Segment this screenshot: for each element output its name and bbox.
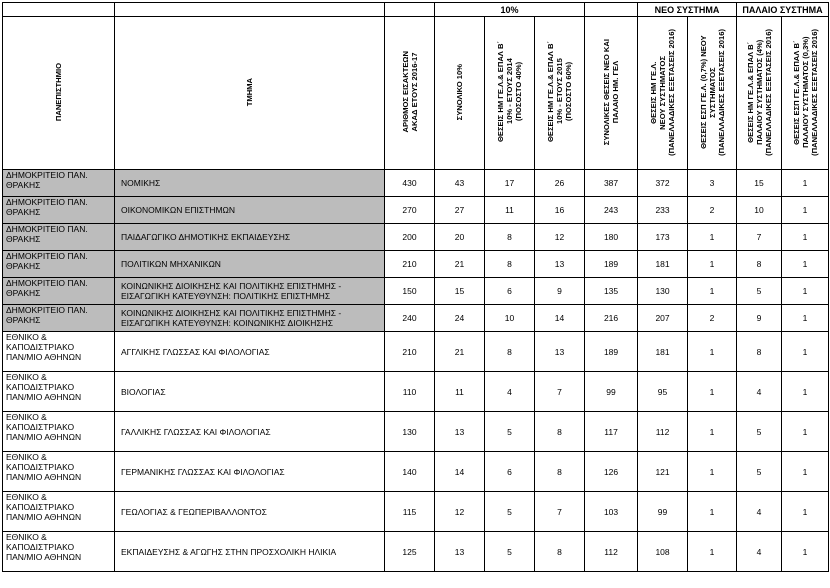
old-hm-cell: 9 bbox=[737, 305, 782, 332]
seats-2014-cell: 4 bbox=[485, 372, 535, 412]
new-esp-cell: 2 bbox=[688, 197, 737, 224]
department-cell: ΕΚΠΑΙΔΕΥΣΗΣ & ΑΓΩΓΗΣ ΣΤΗΝ ΠΡΟΣΧΟΛΙΚΗ ΗΛΙΚΙΑ bbox=[115, 532, 385, 572]
old-hm-cell: 8 bbox=[737, 332, 782, 372]
new-hm-cell: 181 bbox=[638, 332, 688, 372]
university-cell: ΔΗΜΟΚΡΙΤΕΙΟ ΠΑΝ. ΘΡΑΚΗΣ bbox=[3, 170, 115, 197]
group-cell-empty bbox=[3, 3, 115, 17]
column-header-label: ΘΕΣΕΙΣ ΕΣΠ ΓΕ.Λ.& ΕΠΑΛ Β΄ ΠΑΛΑΙΟΥ ΣΥΣΤΗΜΑΤΟΣ (0,3%) (ΠΑΝΕΛΛΑΔΙΚΕΣ ΕΞΕΤΑΣΕΙΣ 2016) bbox=[791, 28, 819, 156]
new-hm-cell: 99 bbox=[638, 492, 688, 532]
table-row bbox=[3, 412, 829, 452]
new-hm-cell: 108 bbox=[638, 532, 688, 572]
university-cell: ΕΘΝΙΚΟ & ΚΑΠΟΔΙΣΤΡΙΑΚΟ ΠΑΝ/ΜΙΟ ΑΘΗΝΩΝ bbox=[3, 452, 115, 492]
old-hm-cell: 5 bbox=[737, 412, 782, 452]
column-header-total-10 bbox=[435, 17, 485, 170]
university-cell: ΔΗΜΟΚΡΙΤΕΙΟ ΠΑΝ. ΘΡΑΚΗΣ bbox=[3, 224, 115, 251]
new-esp-cell: 1 bbox=[688, 278, 737, 305]
group-header-new-system: ΝΕΟ ΣΥΣΤΗΜΑ bbox=[638, 3, 737, 17]
column-header-total-seats bbox=[585, 17, 638, 170]
new-hm-cell: 173 bbox=[638, 224, 688, 251]
table-row bbox=[3, 372, 829, 412]
old-hm-cell: 15 bbox=[737, 170, 782, 197]
old-hm-cell: 5 bbox=[737, 278, 782, 305]
seats-2014-cell: 11 bbox=[485, 197, 535, 224]
total-seats-cell: 387 bbox=[585, 170, 638, 197]
seats-2015-cell: 7 bbox=[535, 492, 585, 532]
column-header-university bbox=[3, 17, 115, 170]
new-hm-cell: 181 bbox=[638, 251, 688, 278]
total-seats-cell: 189 bbox=[585, 332, 638, 372]
total-10-cell: 11 bbox=[435, 372, 485, 412]
old-esp-cell: 1 bbox=[782, 197, 829, 224]
old-esp-cell: 1 bbox=[782, 170, 829, 197]
total-seats-cell: 243 bbox=[585, 197, 638, 224]
new-hm-cell: 207 bbox=[638, 305, 688, 332]
column-header-department bbox=[115, 17, 385, 170]
old-esp-cell: 1 bbox=[782, 224, 829, 251]
department-cell: ΝΟΜΙΚΗΣ bbox=[115, 170, 385, 197]
seats-2015-cell: 12 bbox=[535, 224, 585, 251]
old-hm-cell: 5 bbox=[737, 452, 782, 492]
department-cell: ΚΟΙΝΩΝΙΚΗΣ ΔΙΟΙΚΗΣΗΣ ΚΑΙ ΠΟΛΙΤΙΚΗΣ ΕΠΙΣΤΗΜΗΣ - ΕΙΣΑΓΩΓΙΚΗ ΚΑΤΕΥΘΥΝΣΗ: ΠΟΛΙΤΙΚΗΣ ΕΠΙΣΤΗΜΗΣ bbox=[115, 278, 385, 305]
old-esp-cell: 1 bbox=[782, 332, 829, 372]
total-10-cell: 20 bbox=[435, 224, 485, 251]
admitted-cell: 110 bbox=[385, 372, 435, 412]
admitted-cell: 430 bbox=[385, 170, 435, 197]
table-row bbox=[3, 452, 829, 492]
old-esp-cell: 1 bbox=[782, 251, 829, 278]
total-10-cell: 21 bbox=[435, 251, 485, 278]
admitted-cell: 240 bbox=[385, 305, 435, 332]
seats-2015-cell: 8 bbox=[535, 412, 585, 452]
group-header-old-system: ΠΑΛΑΙΟ ΣΥΣΤΗΜΑ bbox=[737, 3, 829, 17]
total-10-cell: 21 bbox=[435, 332, 485, 372]
new-esp-cell: 1 bbox=[688, 532, 737, 572]
admitted-cell: 130 bbox=[385, 412, 435, 452]
table-body bbox=[3, 3, 829, 572]
new-esp-cell: 2 bbox=[688, 305, 737, 332]
seats-2014-cell: 10 bbox=[485, 305, 535, 332]
university-cell: ΕΘΝΙΚΟ & ΚΑΠΟΔΙΣΤΡΙΑΚΟ ΠΑΝ/ΜΙΟ ΑΘΗΝΩΝ bbox=[3, 372, 115, 412]
table-row bbox=[3, 170, 829, 197]
column-header-label: ΘΕΣΕΙΣ ΗΜ ΓΕ.Λ.& ΕΠΑΛ Β΄ 10% - ΕΤΟΥΣ 2014 (ΠΟΣΟΣΤΟ 40%) bbox=[496, 41, 523, 143]
seats-2014-cell: 6 bbox=[485, 452, 535, 492]
column-header-label: ΘΕΣΕΙΣ ΗΜ ΓΕ.Λ.& ΕΠΑΛ Β΄ ΠΑΛΑΙΟΥ ΣΥΣΤΗΜΑΤΟΣ (4%) (ΠΑΝΕΛΛΑΔΙΚΕΣ ΕΞΕΤΑΣΕΙΣ 2016) bbox=[745, 28, 773, 156]
university-cell: ΔΗΜΟΚΡΙΤΕΙΟ ΠΑΝ. ΘΡΑΚΗΣ bbox=[3, 197, 115, 224]
table-row bbox=[3, 224, 829, 251]
new-esp-cell: 1 bbox=[688, 452, 737, 492]
new-hm-cell: 233 bbox=[638, 197, 688, 224]
admitted-cell: 150 bbox=[385, 278, 435, 305]
column-header-seats-2014 bbox=[485, 17, 535, 170]
total-10-cell: 15 bbox=[435, 278, 485, 305]
seats-2015-cell: 14 bbox=[535, 305, 585, 332]
column-header-new-hm bbox=[638, 17, 688, 170]
group-cell-empty bbox=[385, 3, 435, 17]
department-cell: ΚΟΙΝΩΝΙΚΗΣ ΔΙΟΙΚΗΣΗΣ ΚΑΙ ΠΟΛΙΤΙΚΗΣ ΕΠΙΣΤΗΜΗΣ - ΕΙΣΑΓΩΓΙΚΗ ΚΑΤΕΥΘΥΝΣΗ: ΚΟΙΝΩΝΙΚΗΣ ΔΙΟΙΚΗΣΗΣ bbox=[115, 305, 385, 332]
admitted-cell: 200 bbox=[385, 224, 435, 251]
old-esp-cell: 1 bbox=[782, 412, 829, 452]
table-row bbox=[3, 492, 829, 532]
seats-2014-cell: 8 bbox=[485, 224, 535, 251]
total-seats-cell: 103 bbox=[585, 492, 638, 532]
column-header-label: ΣΥΝΟΛΙΚΕΣ ΘΕΣΕΙΣ ΝΕΟ ΚΑΙ ΠΑΛΑΙΟ ΗΜ. ΓΕΛ bbox=[602, 38, 621, 146]
old-esp-cell: 1 bbox=[782, 492, 829, 532]
seats-2015-cell: 8 bbox=[535, 532, 585, 572]
admissions-table bbox=[2, 2, 829, 572]
new-hm-cell: 112 bbox=[638, 412, 688, 452]
old-hm-cell: 8 bbox=[737, 251, 782, 278]
total-seats-cell: 135 bbox=[585, 278, 638, 305]
column-header-new-esp bbox=[688, 17, 737, 170]
old-esp-cell: 1 bbox=[782, 452, 829, 492]
admitted-cell: 140 bbox=[385, 452, 435, 492]
old-esp-cell: 1 bbox=[782, 532, 829, 572]
column-header-old-hm bbox=[737, 17, 782, 170]
university-cell: ΕΘΝΙΚΟ & ΚΑΠΟΔΙΣΤΡΙΑΚΟ ΠΑΝ/ΜΙΟ ΑΘΗΝΩΝ bbox=[3, 332, 115, 372]
new-esp-cell: 1 bbox=[688, 332, 737, 372]
column-header-label: ΠΑΝΕΠΙΣΤΗΜΙΟ bbox=[54, 62, 63, 122]
seats-2015-cell: 16 bbox=[535, 197, 585, 224]
total-10-cell: 13 bbox=[435, 532, 485, 572]
total-10-cell: 12 bbox=[435, 492, 485, 532]
new-hm-cell: 130 bbox=[638, 278, 688, 305]
column-header-label: ΑΡΙΘΜΟΣ ΕΙΣΑΚΤΕΩΝ ΑΚΑΔ ΕΤΟΥΣ 2016-17 bbox=[400, 51, 419, 133]
total-seats-cell: 180 bbox=[585, 224, 638, 251]
seats-2014-cell: 17 bbox=[485, 170, 535, 197]
seats-2015-cell: 13 bbox=[535, 332, 585, 372]
group-cell-empty bbox=[115, 3, 385, 17]
department-cell: ΒΙΟΛΟΓΙΑΣ bbox=[115, 372, 385, 412]
university-cell: ΕΘΝΙΚΟ & ΚΑΠΟΔΙΣΤΡΙΑΚΟ ΠΑΝ/ΜΙΟ ΑΘΗΝΩΝ bbox=[3, 492, 115, 532]
column-header-label: ΤΜΗΜΑ bbox=[245, 77, 254, 107]
admitted-cell: 115 bbox=[385, 492, 435, 532]
old-hm-cell: 7 bbox=[737, 224, 782, 251]
seats-2015-cell: 7 bbox=[535, 372, 585, 412]
old-hm-cell: 4 bbox=[737, 532, 782, 572]
old-hm-cell: 4 bbox=[737, 372, 782, 412]
total-seats-cell: 189 bbox=[585, 251, 638, 278]
department-cell: ΓΕΩΛΟΓΙΑΣ & ΓΕΩΠΕΡΙΒΑΛΛΟΝΤΟΣ bbox=[115, 492, 385, 532]
seats-2014-cell: 8 bbox=[485, 332, 535, 372]
old-esp-cell: 1 bbox=[782, 278, 829, 305]
university-cell: ΕΘΝΙΚΟ & ΚΑΠΟΔΙΣΤΡΙΑΚΟ ΠΑΝ/ΜΙΟ ΑΘΗΝΩΝ bbox=[3, 412, 115, 452]
university-cell: ΔΗΜΟΚΡΙΤΕΙΟ ΠΑΝ. ΘΡΑΚΗΣ bbox=[3, 305, 115, 332]
total-10-cell: 24 bbox=[435, 305, 485, 332]
department-cell: ΑΓΓΛΙΚΗΣ ΓΛΩΣΣΑΣ ΚΑΙ ΦΙΛΟΛΟΓΙΑΣ bbox=[115, 332, 385, 372]
new-hm-cell: 121 bbox=[638, 452, 688, 492]
total-10-cell: 27 bbox=[435, 197, 485, 224]
department-cell: ΓΑΛΛΙΚΗΣ ΓΛΩΣΣΑΣ ΚΑΙ ΦΙΛΟΛΟΓΙΑΣ bbox=[115, 412, 385, 452]
seats-2014-cell: 5 bbox=[485, 492, 535, 532]
seats-2014-cell: 6 bbox=[485, 278, 535, 305]
seats-2015-cell: 8 bbox=[535, 452, 585, 492]
admitted-cell: 270 bbox=[385, 197, 435, 224]
university-cell: ΔΗΜΟΚΡΙΤΕΙΟ ΠΑΝ. ΘΡΑΚΗΣ bbox=[3, 251, 115, 278]
new-esp-cell: 1 bbox=[688, 412, 737, 452]
column-header-seats-2015 bbox=[535, 17, 585, 170]
admitted-cell: 125 bbox=[385, 532, 435, 572]
admitted-cell: 210 bbox=[385, 332, 435, 372]
group-header-10-percent: 10% bbox=[435, 3, 585, 17]
seats-2015-cell: 9 bbox=[535, 278, 585, 305]
total-10-cell: 43 bbox=[435, 170, 485, 197]
column-header-admitted bbox=[385, 17, 435, 170]
column-header-row bbox=[3, 17, 829, 170]
table-row bbox=[3, 305, 829, 332]
department-cell: ΟΙΚΟΝΟΜΙΚΩΝ ΕΠΙΣΤΗΜΩΝ bbox=[115, 197, 385, 224]
column-header-label: ΘΕΣΕΙΣ ΗΜ ΓΕ.Λ.& ΕΠΑΛ Β΄ 10% - ΕΤΟΥΣ 2015 (ΠΟΣΟΣΤΟ 60%) bbox=[546, 41, 574, 143]
new-esp-cell: 1 bbox=[688, 251, 737, 278]
column-header-label: ΣΥΝΟΛΙΚΟ 10% bbox=[455, 63, 464, 121]
new-esp-cell: 1 bbox=[688, 372, 737, 412]
table-row bbox=[3, 332, 829, 372]
department-cell: ΓΕΡΜΑΝΙΚΗΣ ΓΛΩΣΣΑΣ ΚΑΙ ΦΙΛΟΛΟΓΙΑΣ bbox=[115, 452, 385, 492]
department-cell: ΠΑΙΔΑΓΩΓΙΚΟ ΔΗΜΟΤΙΚΗΣ ΕΚΠΑΙΔΕΥΣΗΣ bbox=[115, 224, 385, 251]
new-hm-cell: 95 bbox=[638, 372, 688, 412]
seats-2015-cell: 13 bbox=[535, 251, 585, 278]
column-header-label: ΘΕΣΕΙΣ ΗΜ ΓΕ.Λ. ΝΕΟΥ ΣΥΣΤΗΜΑΤΟΣ (ΠΑΝΕΛΛΑΔΙΚΕΣ ΕΞΕΤΑΣΕΙΣ 2016) bbox=[649, 28, 677, 156]
column-header-old-esp bbox=[782, 17, 829, 170]
column-header-label: ΘΕΣΕΙΣ ΕΣΠ ΓΕ.Λ. (0,7%) ΝΕΟΥ ΣΥΣΤΗΜΑΤΟΣ (ΠΑΝΕΛΛΑΔΙΚΕΣ ΕΞΕΤΑΣΕΙΣ 2016) bbox=[698, 28, 726, 156]
total-seats-cell: 117 bbox=[585, 412, 638, 452]
department-cell: ΠΟΛΙΤΙΚΩΝ ΜΗΧΑΝΙΚΩΝ bbox=[115, 251, 385, 278]
total-10-cell: 14 bbox=[435, 452, 485, 492]
new-esp-cell: 1 bbox=[688, 492, 737, 532]
total-10-cell: 13 bbox=[435, 412, 485, 452]
seats-2014-cell: 8 bbox=[485, 251, 535, 278]
group-cell-empty bbox=[585, 3, 638, 17]
table-row bbox=[3, 532, 829, 572]
university-cell: ΕΘΝΙΚΟ & ΚΑΠΟΔΙΣΤΡΙΑΚΟ ΠΑΝ/ΜΙΟ ΑΘΗΝΩΝ bbox=[3, 532, 115, 572]
seats-2014-cell: 5 bbox=[485, 412, 535, 452]
total-seats-cell: 112 bbox=[585, 532, 638, 572]
old-esp-cell: 1 bbox=[782, 372, 829, 412]
total-seats-cell: 216 bbox=[585, 305, 638, 332]
seats-2014-cell: 5 bbox=[485, 532, 535, 572]
seats-2015-cell: 26 bbox=[535, 170, 585, 197]
old-esp-cell: 1 bbox=[782, 305, 829, 332]
old-hm-cell: 10 bbox=[737, 197, 782, 224]
table-row bbox=[3, 278, 829, 305]
table-row bbox=[3, 251, 829, 278]
new-hm-cell: 372 bbox=[638, 170, 688, 197]
new-esp-cell: 3 bbox=[688, 170, 737, 197]
table-row bbox=[3, 197, 829, 224]
new-esp-cell: 1 bbox=[688, 224, 737, 251]
university-cell: ΔΗΜΟΚΡΙΤΕΙΟ ΠΑΝ. ΘΡΑΚΗΣ bbox=[3, 278, 115, 305]
group-header-row bbox=[3, 3, 829, 17]
old-hm-cell: 4 bbox=[737, 492, 782, 532]
total-seats-cell: 99 bbox=[585, 372, 638, 412]
admitted-cell: 210 bbox=[385, 251, 435, 278]
total-seats-cell: 126 bbox=[585, 452, 638, 492]
